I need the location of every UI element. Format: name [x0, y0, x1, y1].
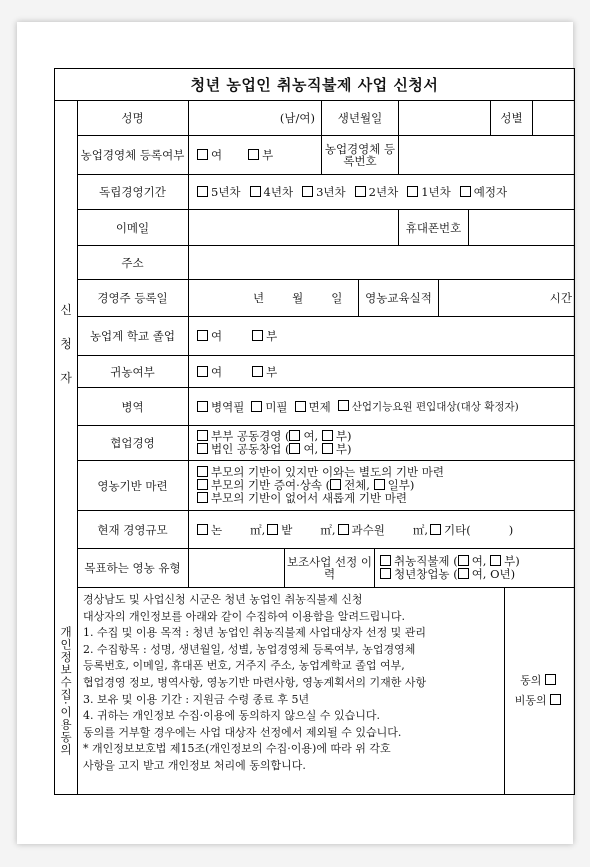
farm-reg-number-field[interactable]	[399, 136, 574, 174]
row-address	[77, 246, 574, 280]
checkbox-icon	[197, 430, 208, 441]
scale-field[interactable]	[267, 522, 292, 538]
address-label: 주소	[77, 246, 189, 279]
privacy-line: 동의를 거부할 경우에는 사업 대상자 선정에서 제외될 수 있습니다.	[83, 725, 402, 739]
checkbox-icon	[322, 430, 333, 441]
checkbox-icon	[380, 568, 391, 579]
checkbox-icon	[252, 330, 263, 341]
option-label: 병역필	[211, 399, 245, 414]
checkbox-icon	[550, 694, 561, 705]
checkbox-icon	[355, 186, 366, 197]
independent-option-1[interactable]	[250, 184, 294, 200]
row-farm-reg	[77, 136, 574, 175]
option-label: 부모의 기반이 있지만 이와는 별도의 기반 마련	[211, 465, 445, 479]
independent-option-3[interactable]	[355, 184, 399, 200]
military-label: 병역	[77, 388, 189, 425]
independent-option-5[interactable]	[460, 184, 507, 200]
agri-school-no[interactable]	[252, 328, 277, 344]
checkbox-icon	[338, 400, 349, 411]
checkbox-icon	[197, 479, 208, 490]
privacy-line: 1. 수집 및 이용 목적 : 청년 농업인 취농직불제 사업대상자 선정 및 관리	[83, 626, 427, 640]
option-label: 부모의 기반 증여·상속 (	[211, 478, 331, 492]
checkbox-icon	[197, 186, 208, 197]
option-label: 여	[211, 364, 223, 379]
unit: ㎡,	[412, 522, 429, 537]
checkbox-icon	[197, 149, 208, 160]
checkbox-icon	[374, 479, 385, 490]
phone-label: 휴대폰번호	[399, 210, 469, 245]
option-label: 비동의	[514, 694, 547, 707]
checkbox-icon	[197, 466, 208, 477]
checkbox-icon	[458, 555, 469, 566]
birth-label: 생년월일	[321, 100, 399, 135]
year-suffix: 년	[253, 291, 265, 305]
unit: ㎡,	[250, 522, 266, 537]
email-label: 이메일	[77, 210, 189, 245]
option-label: 논	[211, 522, 223, 537]
checkbox-icon	[407, 186, 418, 197]
option-label: 미필	[265, 399, 288, 414]
row-scale	[77, 511, 574, 549]
consent-options	[505, 588, 574, 794]
row-email	[77, 210, 574, 246]
document-page	[17, 22, 573, 844]
agri-school-label: 농업계 학교 졸업	[77, 317, 189, 355]
hours-suffix: 시간	[549, 291, 572, 305]
privacy-line: 3. 보유 및 이용 기간 : 지원금 수령 종료 후 5년	[83, 692, 310, 706]
email-field[interactable]	[189, 210, 399, 245]
scale-rice[interactable]	[197, 522, 222, 538]
checkbox-icon	[197, 401, 208, 412]
privacy-line: 대상자의 개인정보를 아래와 같이 수집하여 이용함을 알려드립니다.	[83, 609, 406, 623]
option-label: 여,	[471, 567, 487, 581]
independent-label: 독립경영기간	[77, 175, 189, 209]
agri-school-options	[189, 317, 574, 355]
option-label: 청년창업농 (	[394, 567, 458, 581]
scale-label: 현재 경영규모	[77, 511, 189, 548]
checkbox-icon	[197, 492, 208, 503]
row-target	[77, 549, 574, 588]
other-close: )	[508, 522, 514, 537]
option-label: 과수원	[351, 522, 385, 537]
privacy-line: 2. 수집항목 : 성명, 생년월일, 성별, 농업경영체 등록여부, 농업경영체	[83, 642, 416, 656]
option-label: 3년차	[316, 185, 346, 199]
military-option-1[interactable]	[251, 399, 287, 415]
checkbox-icon	[267, 524, 278, 535]
sex-field[interactable]	[533, 100, 574, 135]
row-name	[77, 100, 574, 136]
education-hours-field[interactable]	[439, 280, 574, 316]
option-label: 동의	[520, 674, 542, 687]
month-suffix: 월	[292, 291, 304, 305]
checkbox-icon	[545, 674, 556, 685]
education-label: 영농교육실적	[359, 280, 439, 316]
checkbox-icon	[295, 401, 306, 412]
row-agri-school	[77, 317, 574, 356]
coop-options	[189, 426, 574, 460]
day-suffix: 일	[331, 291, 343, 305]
option-label: O년)	[490, 567, 516, 581]
farm-reg-options	[189, 136, 321, 174]
checkbox-icon	[380, 555, 391, 566]
target-field[interactable]	[189, 549, 285, 587]
row-military	[77, 388, 574, 426]
coop-corporate[interactable]	[197, 443, 351, 456]
option-label: 예정자	[473, 185, 508, 199]
subsidy-history-options	[375, 549, 574, 587]
unit: ㎡,	[320, 522, 336, 537]
owner-reg-date-field[interactable]	[189, 280, 359, 316]
scale-other[interactable]	[430, 522, 471, 538]
farm-reg-no[interactable]	[248, 147, 273, 163]
checkbox-icon	[460, 186, 471, 197]
farm-reg-label: 농업경영체 등록여부	[77, 136, 189, 174]
option-label: 일부)	[387, 478, 415, 492]
consent-disagree[interactable]	[515, 691, 564, 711]
base-option-2[interactable]	[197, 492, 407, 505]
option-label: 부	[266, 364, 278, 379]
target-label: 목표하는 영농 유형	[77, 549, 189, 587]
checkbox-icon	[490, 555, 501, 566]
military-option-3[interactable]	[338, 399, 519, 414]
gender-marker: (남/여)	[279, 110, 315, 125]
option-label: 부부 공동경영 (	[211, 429, 290, 443]
checkbox-icon	[330, 479, 341, 490]
checkbox-icon	[338, 524, 349, 535]
military-option-0[interactable]	[197, 399, 244, 415]
checkbox-icon	[197, 443, 208, 454]
consent-agree[interactable]	[520, 671, 559, 691]
subsidy-history-label: 보조사업 선정 이력	[285, 549, 375, 587]
checkbox-icon	[289, 430, 300, 441]
checkbox-icon	[197, 524, 208, 535]
form-title: 청년 농업인 취농직불제 사업 신청서	[55, 69, 574, 101]
side-char-1: 신	[60, 303, 72, 317]
scale-orchard[interactable]	[338, 522, 385, 538]
privacy-side-text: 개인정보수집·이용동의	[59, 626, 73, 756]
option-label: 부	[266, 329, 278, 343]
checkbox-icon	[430, 524, 441, 535]
checkbox-icon	[250, 186, 261, 197]
name-label: 성명	[77, 100, 189, 135]
owner-reg-label: 경영주 등록일	[77, 280, 189, 316]
option-label: 여,	[303, 429, 319, 443]
privacy-consent-section	[55, 588, 574, 794]
checkbox-icon	[251, 401, 262, 412]
privacy-line: * 개인정보보호법 제15조(개인정보의 수집·이용)에 따라 위 각호	[83, 742, 391, 756]
side-char-2: 청	[60, 337, 72, 351]
name-field[interactable]	[189, 100, 321, 135]
subsidy-option-1[interactable]	[380, 568, 515, 581]
phone-field[interactable]	[469, 210, 574, 245]
option-label: 전체,	[344, 478, 370, 492]
farming-base-options	[189, 461, 574, 510]
independent-option-2[interactable]	[302, 184, 346, 200]
option-label: 여	[211, 329, 223, 343]
privacy-notice	[77, 588, 505, 794]
return-farm-yes[interactable]	[197, 364, 222, 380]
row-owner-reg	[77, 280, 574, 317]
return-farm-no[interactable]	[252, 364, 277, 380]
privacy-line: 협업경영 정보, 병역사항, 영농기반 마련사항, 영농계획서의 기재한 사항	[83, 675, 427, 689]
scale-options	[189, 511, 574, 548]
option-label: 1년차	[421, 185, 451, 199]
checkbox-icon	[302, 186, 313, 197]
row-independent-period	[77, 175, 574, 210]
option-label: 여,	[471, 554, 487, 568]
coop-label: 협업경영	[77, 426, 189, 460]
applicant-side-label	[55, 100, 78, 588]
option-label: 산업기능요원 편입대상(대상 확정자)	[351, 401, 519, 413]
checkbox-icon	[289, 443, 300, 454]
farming-base-label: 영농기반 마련	[77, 461, 189, 510]
privacy-line: 경상남도 및 사업신청 시군은 청년 농업인 취농직불제 신청	[83, 593, 363, 606]
checkbox-icon	[197, 366, 208, 377]
option-label: 여,	[303, 442, 319, 456]
checkbox-icon	[252, 366, 263, 377]
military-options	[189, 388, 574, 425]
farm-reg-yes[interactable]	[197, 147, 222, 163]
birth-field[interactable]	[399, 100, 491, 135]
option-label: 취농직불제 (	[394, 554, 458, 568]
option-label: 5년차	[211, 185, 241, 199]
row-farming-base	[77, 461, 574, 511]
privacy-line: 사항을 고지 받고 개인정보 처리에 동의합니다.	[83, 758, 306, 772]
option-label: 부)	[335, 442, 352, 456]
checkbox-icon	[458, 568, 469, 579]
privacy-side-label	[55, 588, 78, 794]
option-label: 4년차	[263, 185, 294, 199]
independent-options	[189, 175, 574, 209]
privacy-line: 4. 귀하는 개인정보 수집·이용에 동의하지 않으실 수 있습니다.	[83, 709, 380, 723]
farm-reg-yes-label: 여	[211, 148, 223, 162]
farm-reg-number-label: 농업경영체 등록번호	[321, 136, 399, 174]
address-field[interactable]	[189, 246, 574, 279]
military-option-2[interactable]	[295, 399, 331, 415]
row-return-farm	[77, 356, 574, 388]
option-label: 부)	[504, 554, 520, 568]
row-coop	[77, 426, 574, 461]
option-label: 부모의 기반이 없어서 새롭게 기반 마련	[211, 491, 408, 505]
option-label: 부)	[335, 429, 352, 443]
application-form	[54, 68, 575, 795]
independent-option-0[interactable]	[197, 184, 241, 200]
option-label: 밭	[281, 522, 293, 537]
option-label: 2년차	[368, 185, 399, 199]
side-char-3: 자	[60, 371, 72, 385]
privacy-line: 등록번호, 이메일, 휴대폰 번호, 거주지 주소, 농업계학교 졸업 여부,	[83, 659, 405, 673]
farm-reg-no-label: 부	[262, 148, 274, 162]
sex-label: 성별	[491, 100, 533, 135]
checkbox-icon	[197, 330, 208, 341]
agri-school-yes[interactable]	[197, 328, 222, 344]
checkbox-icon	[248, 149, 259, 160]
option-label: 기타(	[444, 522, 471, 537]
option-label: 면제	[308, 399, 331, 414]
option-label: 법인 공동창업 (	[211, 442, 290, 456]
independent-option-4[interactable]	[407, 184, 451, 200]
checkbox-icon	[322, 443, 333, 454]
return-farm-label: 귀농여부	[77, 356, 189, 387]
return-farm-options	[189, 356, 574, 387]
